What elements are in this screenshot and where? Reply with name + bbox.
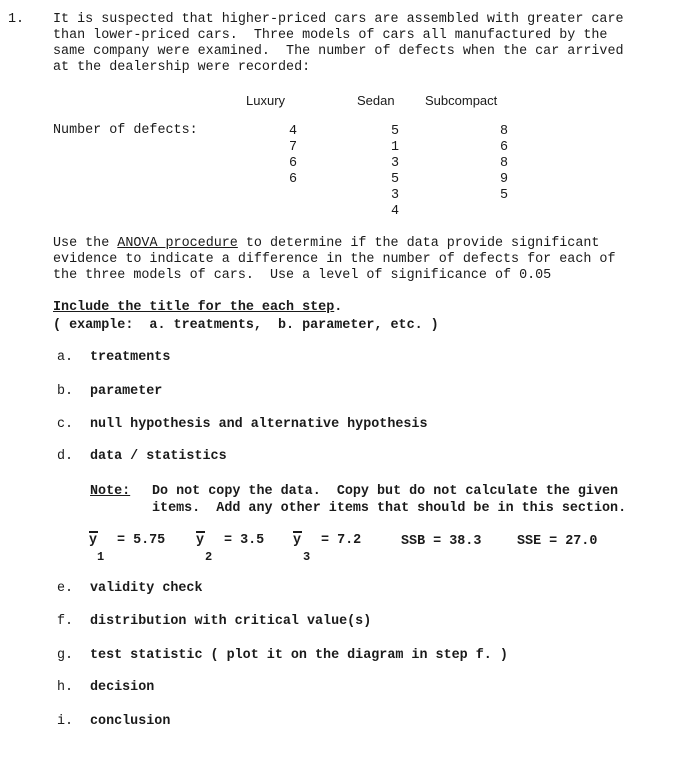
table-cell: 3 — [390, 156, 400, 171]
step-i-label: conclusion — [90, 714, 171, 729]
step-letter: f. — [57, 614, 74, 629]
step-letter: e. — [57, 581, 74, 596]
y3-value: = 7.2 — [321, 533, 362, 548]
header-sedan: Sedan — [357, 93, 395, 108]
sse-value: SSE = 27.0 — [517, 534, 598, 549]
step-letter: b. — [57, 384, 74, 399]
instructions-line-2: evidence to indicate a difference in the number of defects for each of — [53, 252, 616, 267]
step-c-label: null hypothesis and alternative hypothesis — [90, 417, 428, 432]
sedan-column — [385, 124, 405, 220]
luxury-column — [283, 124, 303, 188]
y2-subscript: 2 — [205, 550, 213, 564]
table-cell: 8 — [499, 124, 509, 139]
table-cell: 6 — [499, 140, 509, 155]
y3-subscript: 3 — [303, 550, 311, 564]
step-letter: h. — [57, 680, 74, 695]
step-letter: g. — [57, 648, 74, 663]
table-cell: 1 — [390, 140, 400, 155]
table-cell: 4 — [288, 124, 298, 139]
table-cell: 9 — [499, 172, 509, 187]
note-label: Note: — [90, 484, 131, 499]
row-label: Number of defects: — [53, 123, 198, 138]
problem-line-4: at the dealership were recorded: — [53, 60, 311, 75]
header-luxury: Luxury — [246, 93, 286, 108]
instructions-line-3: the three models of cars. Use a level of significance of 0.05 — [53, 268, 552, 283]
table-cell: 5 — [499, 188, 509, 203]
note-line-2: items. Add any other items that should be in this section. — [152, 501, 627, 516]
problem-line-1: It is suspected that higher-priced cars are assembled with greater care — [53, 12, 624, 27]
table-cell: 6 — [288, 172, 298, 187]
y1-subscript: 1 — [97, 550, 105, 564]
table-cell: 3 — [390, 188, 400, 203]
y1-value: = 5.75 — [117, 533, 166, 548]
step-d-label: data / statistics — [90, 449, 227, 464]
table-cell: 5 — [390, 124, 400, 139]
problem-number: 1. — [8, 12, 25, 27]
step-e-label: validity check — [90, 581, 203, 596]
step-letter: c. — [57, 417, 74, 432]
step-a-label: treatments — [90, 350, 171, 365]
step-letter: d. — [57, 449, 74, 464]
table-cell: 5 — [390, 172, 400, 187]
step-f-label: distribution with critical value(s) — [90, 614, 372, 629]
step-letter: i. — [57, 714, 74, 729]
y2-symbol: y — [196, 533, 205, 548]
y2-value: = 3.5 — [224, 533, 265, 548]
step-h-label: decision — [90, 680, 155, 695]
header-subcompact: Subcompact — [425, 93, 498, 108]
problem-line-2: than lower-priced cars. Three models of cars all manufactured by the — [53, 28, 608, 43]
y3-symbol: y — [293, 533, 302, 548]
title-note-heading: Include the title for the each step. — [53, 300, 343, 315]
note-line-1: Do not copy the data. Copy but do not calculate the given — [152, 484, 619, 499]
subcompact-column — [494, 124, 514, 204]
table-cell: 4 — [390, 204, 400, 219]
step-b-label: parameter — [90, 384, 163, 399]
step-letter: a. — [57, 350, 74, 365]
title-note-example: ( example: a. treatments, b. parameter, etc. ) — [53, 318, 439, 333]
table-cell: 8 — [499, 156, 509, 171]
table-cell: 6 — [288, 156, 298, 171]
y1-symbol: y — [89, 533, 98, 548]
step-g-label: test statistic ( plot it on the diagram in step f. ) — [90, 648, 508, 663]
problem-line-3: same company were examined. The number of defects when the car arrived — [53, 44, 624, 59]
table-cell: 7 — [288, 140, 298, 155]
ssb-value: SSB = 38.3 — [401, 534, 482, 549]
anova-procedure-link: ANOVA procedure — [117, 236, 238, 251]
instructions-line-1: Use the ANOVA procedure to determine if the data provide significant — [53, 236, 600, 251]
